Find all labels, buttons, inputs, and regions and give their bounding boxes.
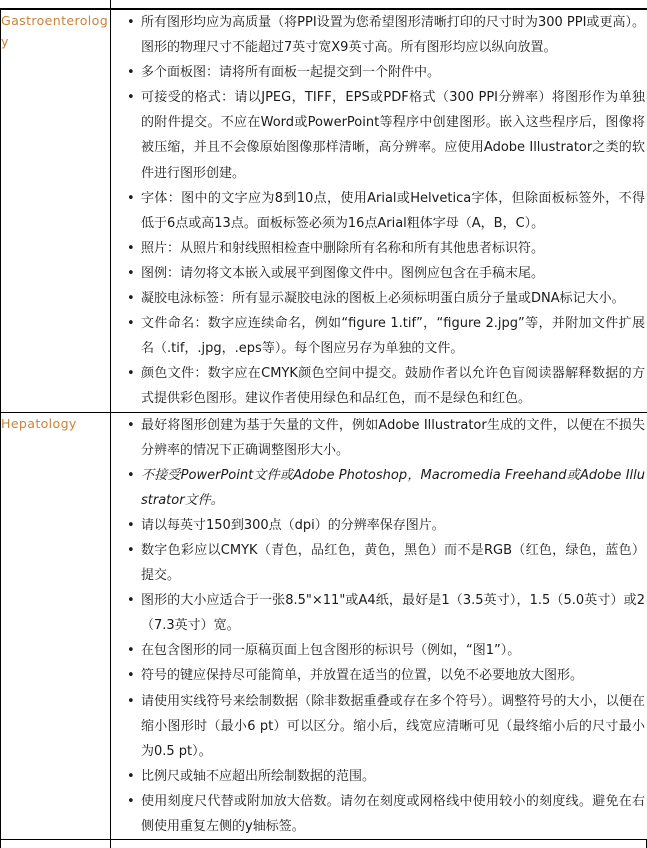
clipped-top-row <box>0 0 647 9</box>
journal-name-gastroenterology: Gastroenterology <box>1 10 110 52</box>
guideline-item: • 请以每英寸150到300点（dpi）的分辨率保存图片。 <box>111 513 647 538</box>
guidelines-cell <box>111 412 647 840</box>
guideline-item: • 在包含图形的同一原稿页面上包含图形的标识号（例如，“图1”）。 <box>111 638 647 663</box>
guidelines-cell <box>111 10 647 413</box>
table-row <box>1 10 647 413</box>
guideline-item-italic: • 不接受PowerPoint文件或Adobe Photoshop，Macromedia Freehand或Adobe Illustrator文件。 <box>111 463 647 513</box>
guideline-item: • 颜色文件：数字应在CMYK颜色空间中提交。鼓励作者以允许色盲阅读器解释数据的方式提供彩色图形。建议作者使用绿色和品红色，而不是绿色和红色。 <box>111 361 647 411</box>
column-divider-top <box>110 0 111 9</box>
guideline-item: • 图例：请勿将文本嵌入或展平到图像文件中。图例应包含在手稿末尾。 <box>111 261 647 286</box>
guideline-item: • 可接受的格式：请以JPEG，TIFF，EPS或PDF格式（300 PPI分辨率）将图形作为单独的附件提交。不应在Word或PowerPoint等程序中创建图形。嵌入这些程序后，图像将被压缩，并且不会像原始图像那样清晰，高分辨率。应使用Adobe Illustrator之类的软件进行图形创建。 <box>111 85 647 185</box>
guideline-item: • 所有图形均应为高质量（将PPI设置为您希望图形清晰打印的尺寸时为300 PPI或更高）。图形的物理尺寸不能超过7英寸宽X9英寸高。所有图形均应以纵向放置。 <box>111 10 647 60</box>
guideline-item: • 文件命名：数字应连续命名，例如“figure 1.tif”，“figure 2.jpg”等，并附加文件扩展名（.tif，.jpg，.eps等）。每个图应另存为单独的文件。 <box>111 311 647 361</box>
journal-name-hepatology: Hepatology <box>1 413 110 434</box>
guidelines-list-gastroenterology <box>111 10 647 412</box>
guideline-item: • 符号的键应保持尽可能简单，并放置在适当的位置，以免不必要地放大图形。 <box>111 663 647 688</box>
journal-name-cell <box>1 412 111 840</box>
guidelines-list-hepatology <box>111 413 647 840</box>
journal-name-cell <box>1 10 111 413</box>
guideline-item: • 照片：从照片和射线照相检查中删除所有名称和所有其他患者标识符。 <box>111 236 647 261</box>
guideline-item: • 数字色彩应以CMYK（青色，品红色，黄色，黑色）而不是RGB（红色，绿色，蓝色）提交。 <box>111 538 647 588</box>
guideline-item: • 字体：图中的文字应为8到10点，使用Arial或Helvetica字体，但除面板标签外，不得低于6点或高13点。面板标签必须为16点Arial粗体字母（A，B，C）。 <box>111 186 647 236</box>
clipped-bottom-row <box>0 840 647 848</box>
guideline-item: • 比例尺或轴不应超出所绘制数据的范围。 <box>111 764 647 789</box>
guideline-item: • 凝胶电泳标签：所有显示凝胶电泳的图板上必须标明蛋白质分子量或DNA标记大小。 <box>111 286 647 311</box>
guideline-item: • 多个面板图：请将所有面板一起提交到一个附件中。 <box>111 60 647 85</box>
table-body <box>1 10 647 840</box>
table-row <box>1 412 647 840</box>
guideline-item: • 图形的大小应适合于一张8.5"×11"或A4纸，最好是1（3.5英寸），1.5（5.0英寸）或2（7.3英寸）宽。 <box>111 588 647 638</box>
guideline-item: • 请使用实线符号来绘制数据（除非数据重叠或存在多个符号）。调整符号的大小，以便在缩小图形时（最小6 pt）可以区分。缩小后，线宽应清晰可见（最终缩小后的尺寸最小为0.5 pt）。 <box>111 689 647 764</box>
journal-guidelines-table <box>0 9 647 840</box>
guideline-item: • 最好将图形创建为基于矢量的文件，例如Adobe Illustrator生成的文件，以便在不损失分辨率的情况下正确调整图形大小。 <box>111 413 647 463</box>
guideline-item: • 使用刻度尺代替或附加放大倍数。请勿在刻度或网格线中使用较小的刻度线。避免在右侧使用重复左侧的y轴标签。 <box>111 789 647 839</box>
column-divider-bottom <box>110 840 111 848</box>
